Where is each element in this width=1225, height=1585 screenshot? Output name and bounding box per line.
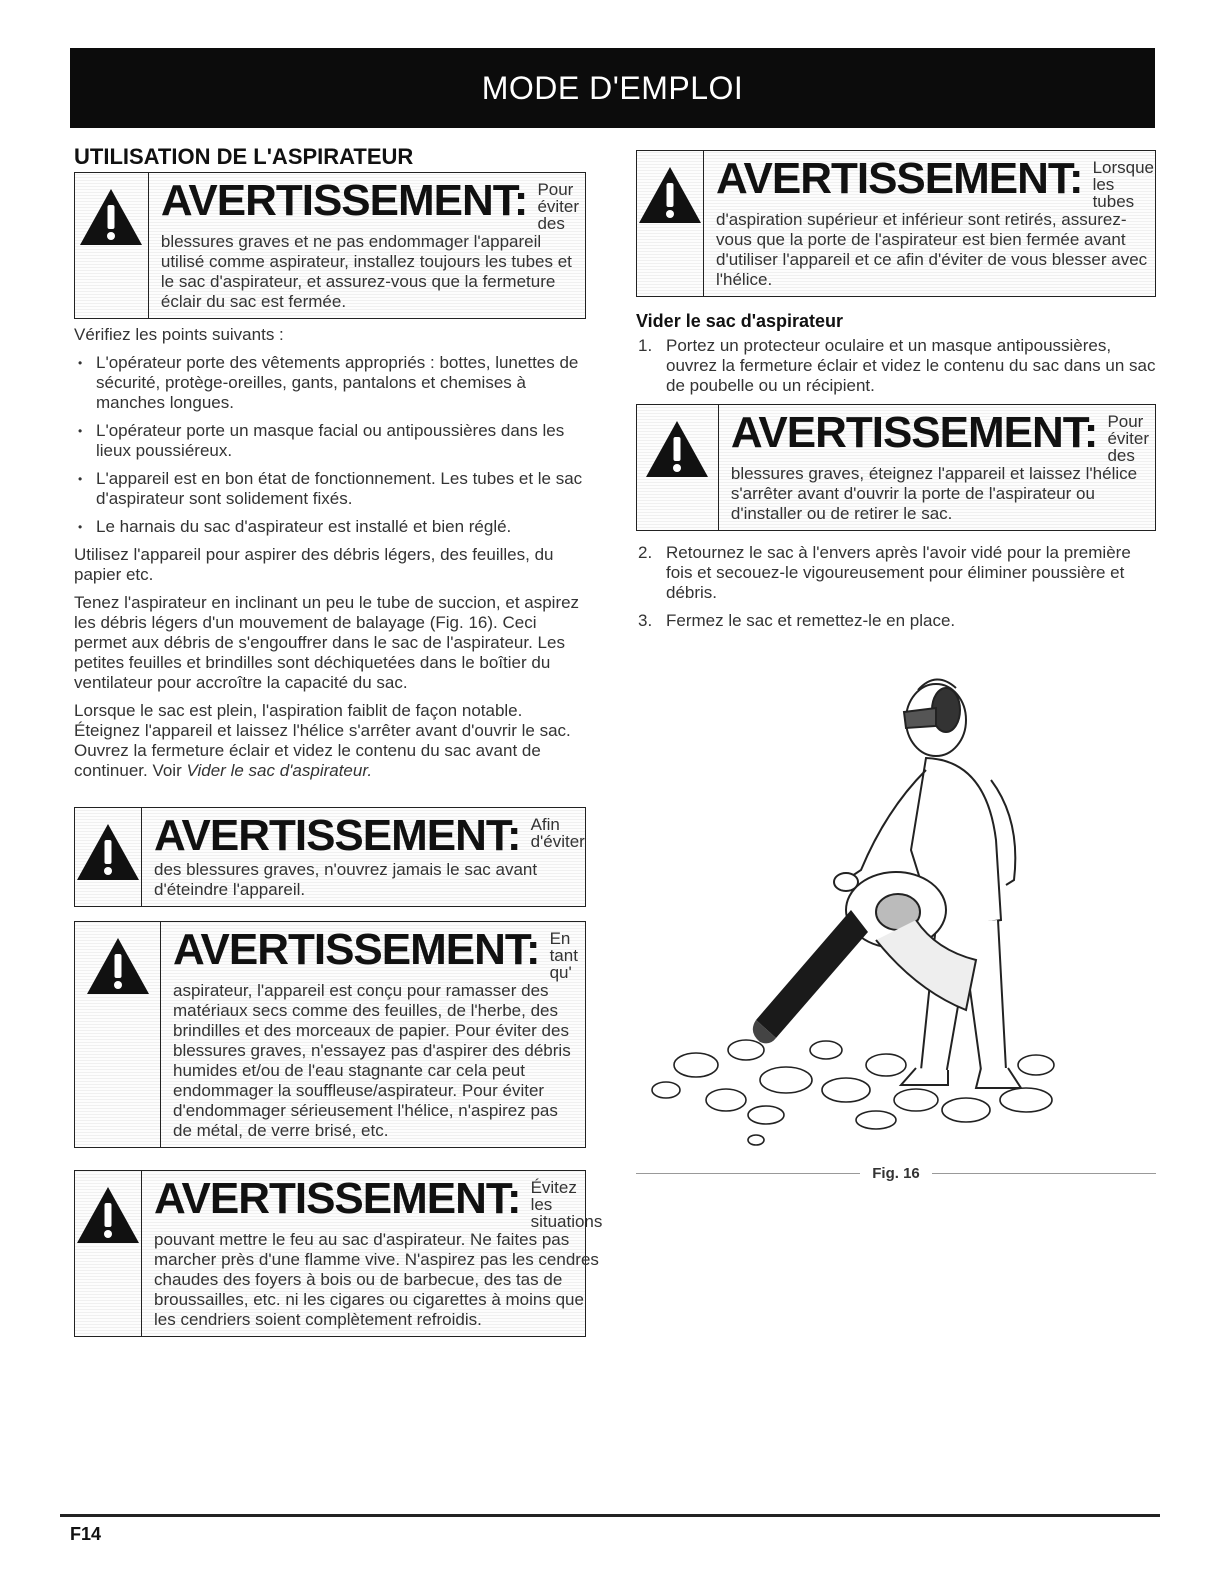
- warning-box-1: [74, 172, 586, 319]
- warning-box-2: [74, 807, 586, 907]
- warning-label: AVERTISSEMENT:: [173, 925, 540, 974]
- cross-reference: Vider le sac d'aspirateur.: [186, 761, 373, 780]
- warning-triangle-icon: [75, 1171, 142, 1336]
- warning-triangle-icon: [75, 808, 142, 906]
- warning-box-6: [636, 404, 1156, 531]
- warning-label: AVERTISSEMENT:: [154, 811, 521, 860]
- step-text: Retournez le sac à l'envers après l'avoir vidé pour la première fois et secouez-le vigoureusement pour éliminer poussière et débris.: [666, 543, 1131, 602]
- warning-triangle-icon: [75, 173, 149, 318]
- warning-label: AVERTISSEMENT:: [730, 408, 1098, 457]
- warning-label: AVERTISSEMENT:: [154, 1174, 521, 1223]
- operator-illustration: [636, 670, 1156, 1160]
- warning-box-4: [74, 1170, 603, 1337]
- section-title: UTILISATION DE L'ASPIRATEUR: [74, 144, 414, 169]
- list-item: • L'appareil est en bon état de fonctionnement. Les tubes et le sac d'aspirateur sont solidement fixés.: [74, 469, 586, 509]
- paragraph-text: Lorsque le sac est plein, l'aspiration faiblit de façon notable. Éteignez l'appareil et laissez l'hélice s'arrêter avant d'ouvrir le sac. Ouvrez la fermeture éclair et videz le contenu du sac avant de continuer. Voir: [74, 701, 571, 780]
- paragraph: Tenez l'aspirateur en inclinant un peu le tube de succion, et aspirez les débris légers d'un mouvement de balayage (Fig. 16). Ceci permet aux débris de s'engouffrer dans le sac de l'aspirateur. Les petites feuilles et brindilles sont déchiquetées dans le boîtier du ventilateur pour accroître la capacité du sac.: [74, 593, 580, 692]
- warning-box-5: [636, 150, 1156, 297]
- paragraph: [74, 701, 586, 781]
- warning-box-3: [74, 921, 586, 1148]
- figure-16: [636, 670, 1156, 1190]
- warning-triangle-icon: [637, 151, 704, 296]
- warning-lead: Évitez les situations: [530, 1178, 603, 1231]
- warning-lead: Lorsque les tubes: [1092, 158, 1154, 211]
- step-number: 1.: [638, 336, 653, 355]
- warning-text: d'aspiration supérieur et inférieur sont retirés, assurez-vous que la porte de l'aspirateur est bien fermée avant d'utiliser l'appareil et ce afin d'éviter de vous blesser avec l'hélice.: [716, 210, 1148, 289]
- page-banner: MODE D'EMPLOI: [70, 48, 1155, 128]
- list-item: • Le harnais du sac d'aspirateur est installé et bien réglé.: [74, 517, 586, 537]
- warning-lead: Pour éviter des: [537, 180, 580, 233]
- check-intro: Vérifiez les points suivants :: [74, 325, 284, 344]
- warning-label: AVERTISSEMENT:: [160, 176, 528, 225]
- warning-text: des blessures graves, n'ouvrez jamais le sac avant d'éteindre l'appareil.: [154, 860, 538, 899]
- list-item: [636, 543, 1156, 603]
- warning-text: blessures graves et ne pas endommager l'appareil utilisé comme aspirateur, installez toujours les tubes et le sac d'aspirateur, et assurez-vous que la fermeture éclair du sac est fermée.: [160, 232, 572, 311]
- footer-divider: [60, 1514, 1160, 1517]
- left-column: [74, 140, 603, 1337]
- list-item: • L'opérateur porte un masque facial ou antipoussières dans les lieux poussiéreux.: [74, 421, 586, 461]
- check-list: [74, 353, 586, 537]
- step-number: 3.: [638, 611, 653, 630]
- list-item: [636, 611, 1156, 631]
- right-column: [636, 150, 1156, 639]
- subsection-title: Vider le sac d'aspirateur: [636, 311, 844, 331]
- warning-text: aspirateur, l'appareil est conçu pour ramasser des matériaux secs comme des feuilles, de l'herbe, des brindilles et des morceaux de papier. Pour éviter des blessures graves, n'essayez pas d'aspirer des débris humides et/ou de l'eau stagnante car cela peut endommager la souffleuse/aspirateur. Pour éviter d'endommager sérieusement l'hélice, n'aspirez pas de métal, de verre brisé, etc.: [173, 981, 571, 1140]
- warning-label: AVERTISSEMENT:: [716, 154, 1083, 203]
- paragraph: Utilisez l'appareil pour aspirer des débris légers, des feuilles, du papier etc.: [74, 545, 554, 584]
- figure-caption: [636, 1165, 1156, 1182]
- steps-list: [636, 336, 1156, 396]
- step-text: Portez un protecteur oculaire et un masque antipoussières, ouvrez la fermeture éclair et videz le contenu du sac dans un sac de poubelle ou un récipient.: [666, 336, 1156, 395]
- warning-lead: Pour éviter des: [1107, 412, 1150, 465]
- steps-list: [636, 543, 1156, 631]
- warning-triangle-icon: [637, 405, 719, 530]
- warning-triangle-icon: [75, 922, 161, 1147]
- step-number: 2.: [638, 543, 653, 562]
- page-number: F14: [70, 1524, 102, 1544]
- warning-text: pouvant mettre le feu au sac d'aspirateur. Ne faites pas marcher près d'une flamme vive. N'aspirez pas les cendres chaudes des foyers à bois ou de barbecue, des tas de broussailles, etc. ni les cigares ou cigarettes à moins que les cendriers soient complètement refroidis.: [154, 1230, 599, 1329]
- list-item: • L'opérateur porte des vêtements appropriés : bottes, lunettes de sécurité, protège-oreilles, gants, pantalons et chemises à manches longues.: [74, 353, 586, 413]
- warning-text: blessures graves, éteignez l'appareil et laissez l'hélice s'arrêter avant d'ouvrir la porte de l'aspirateur ou d'installer ou de retirer le sac.: [730, 464, 1138, 523]
- figure-label: Fig. 16: [872, 1165, 920, 1182]
- warning-lead: En tant qu': [549, 929, 578, 982]
- step-text: Fermez le sac et remettez-le en place.: [666, 611, 956, 630]
- list-item: [636, 336, 1156, 396]
- warning-lead: Afin d'éviter: [530, 815, 585, 851]
